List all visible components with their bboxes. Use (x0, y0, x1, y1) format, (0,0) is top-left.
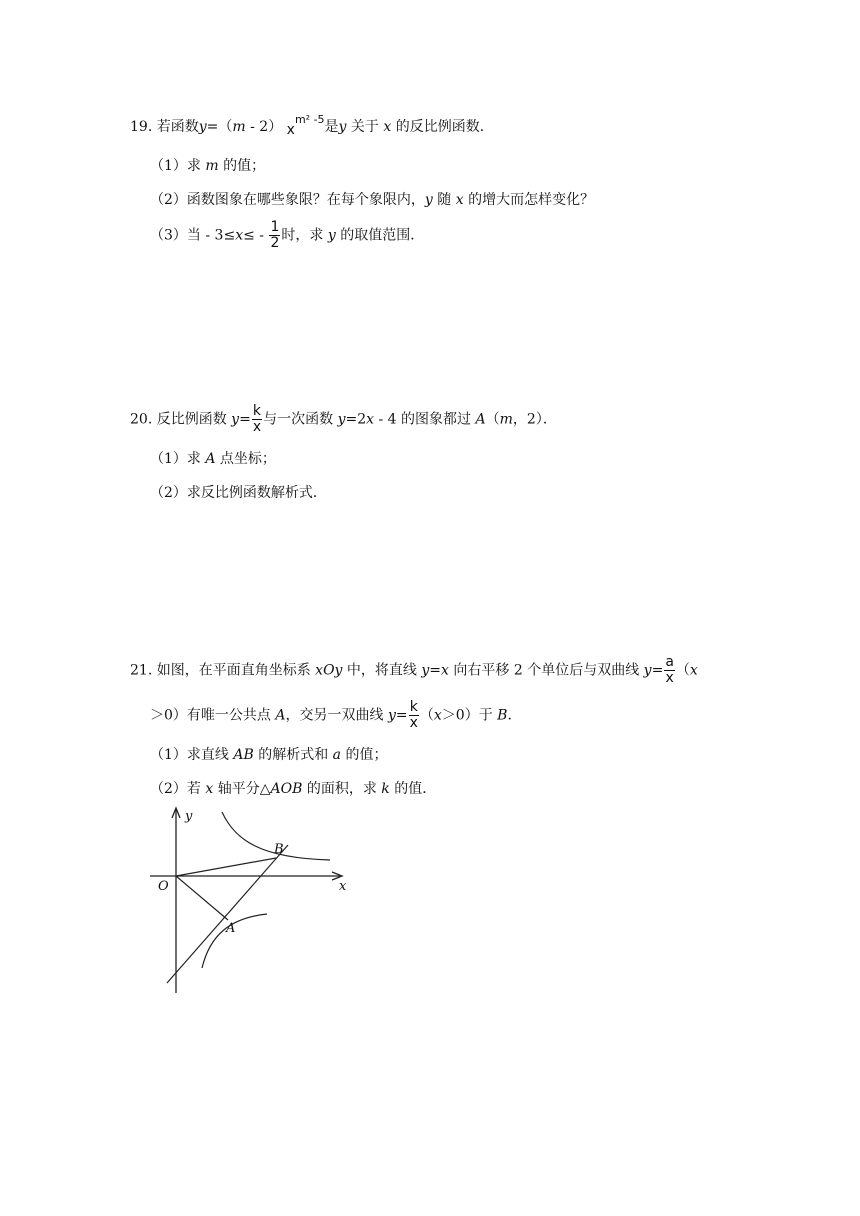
q19-number: 19. (130, 119, 153, 135)
label-y: y (185, 809, 193, 824)
fraction-a-over-x: $\frac{a}{x}$ (665, 654, 674, 686)
fraction-one-half: $\frac{1}{2}$ (270, 219, 280, 251)
q21-number: 21. (130, 662, 153, 679)
q21-part1: （1）求直线 AB 的解析式和 a 的值； (150, 747, 388, 763)
q19-part1: （1）求 m 的值； (150, 158, 266, 174)
q19-part2: （2）函数图象在哪些象限？在每个象限内，y 随 x 的增大而怎样变化？ (150, 192, 595, 208)
fraction-k-over-x: $\frac{k}{x}$ (409, 699, 418, 731)
label-x: x (339, 879, 347, 894)
q21-part2: （2）若 x 轴平分△AOB 的面积，求 k 的值． (150, 781, 437, 797)
power-expression: $x^{m^2 -5}$ (286, 113, 325, 138)
q20-number: 20. (130, 411, 153, 428)
label-O: O (158, 879, 169, 894)
q21-figure (140, 800, 360, 1000)
q21-stem-line2: ＞0）有唯一公共点 A，交另一双曲线 y= $\frac{k}{x}$ （x＞0）于 B. (150, 699, 512, 731)
label-A: A (226, 921, 236, 936)
q20-stem: 20. 反比例函数 y= $\frac{k}{x}$ 与一次函数 y=2x - 4 的图象都过 A（m，2）． (130, 403, 557, 435)
label-B: B (274, 842, 284, 857)
q19-stem: 19. 若函数y=（m - 2） $x^{m^2 -5}$是y 关于 x 的反比例函数． (130, 113, 494, 138)
q20-part1: （1）求 A 点坐标； (150, 451, 276, 467)
q19-part3: （3）当 - 3≤x≤ - $\frac{1}{2}$ 时，求 y 的取值范围． (150, 219, 425, 251)
segment-OB (176, 858, 276, 876)
line-AB (167, 845, 288, 983)
segment-OA (176, 876, 228, 920)
fraction-k-over-x: $\frac{k}{x}$ (252, 403, 262, 435)
q21-stem-line1: 21. 如图，在平面直角坐标系 xOy 中，将直线 y=x 向右平移 2 个单位后与双曲线 y= $\frac{a}{x}$ （x (130, 654, 698, 686)
q20-part2: （2）求反比例函数解析式． (150, 485, 327, 501)
